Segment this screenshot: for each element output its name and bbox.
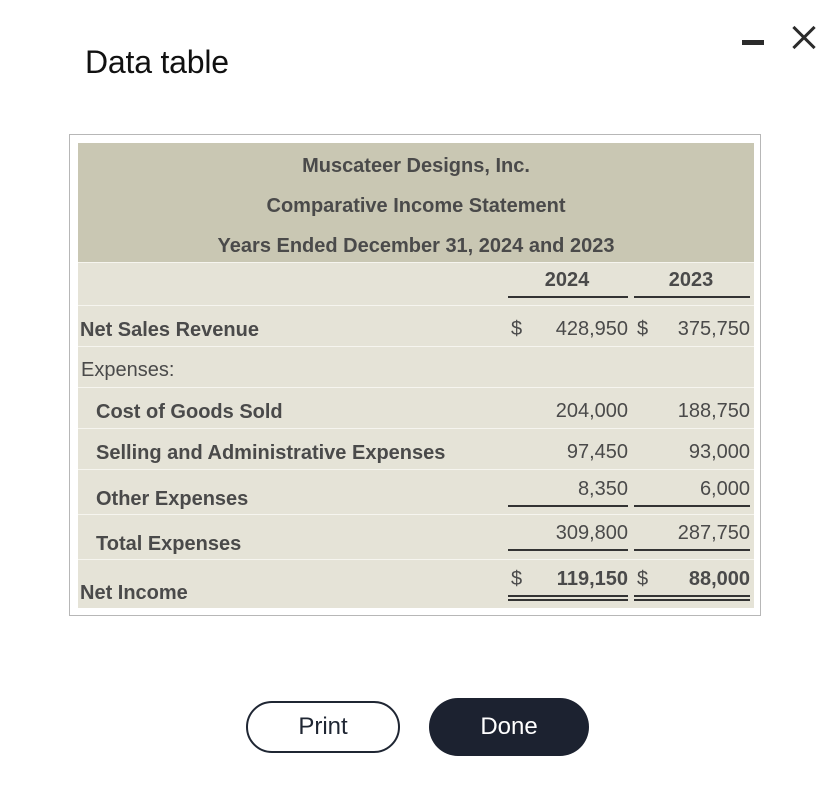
double-underline bbox=[508, 599, 628, 601]
row-divider bbox=[78, 305, 754, 306]
currency-symbol: $ bbox=[511, 568, 523, 590]
row-divider bbox=[78, 387, 754, 388]
cogs-label: Cost of Goods Sold bbox=[96, 401, 283, 423]
row-divider bbox=[78, 559, 754, 560]
cogs-2024: 204,000 bbox=[555, 400, 628, 422]
statement-title: Comparative Income Statement bbox=[266, 195, 566, 217]
sga-label: Selling and Administrative Expenses bbox=[96, 442, 446, 464]
total-expenses-2024: 309,800 bbox=[555, 522, 628, 544]
row-divider bbox=[78, 428, 754, 429]
currency-symbol: $ bbox=[637, 568, 649, 590]
close-button[interactable] bbox=[791, 25, 817, 51]
subtotal-underline bbox=[508, 505, 628, 507]
double-underline bbox=[508, 595, 628, 597]
net-sales-label: Net Sales Revenue bbox=[80, 319, 259, 341]
sga-2024: 97,450 bbox=[566, 441, 628, 463]
net-income-2024: 119,150 bbox=[556, 568, 628, 590]
row-divider bbox=[78, 514, 754, 515]
cogs-2023: 188,750 bbox=[677, 400, 750, 422]
minimize-icon bbox=[742, 40, 764, 45]
print-button[interactable]: Print bbox=[246, 701, 400, 753]
dialog-title: Data table bbox=[85, 44, 229, 80]
currency-symbol: $ bbox=[511, 318, 523, 340]
net-income-label: Net Income bbox=[80, 582, 188, 604]
row-divider bbox=[78, 469, 754, 470]
total-expenses-label: Total Expenses bbox=[96, 533, 242, 555]
subtotal-underline bbox=[634, 505, 750, 507]
other-expenses-2023: 6,000 bbox=[699, 478, 750, 500]
other-expenses-2024: 8,350 bbox=[577, 478, 628, 500]
expenses-header-label: Expenses: bbox=[81, 359, 175, 381]
other-expenses-label: Other Expenses bbox=[96, 488, 249, 510]
row-divider bbox=[78, 262, 754, 263]
company-name: Muscateer Designs, Inc. bbox=[302, 155, 530, 177]
done-button[interactable]: Done bbox=[429, 698, 589, 756]
statement-period: Years Ended December 31, 2024 and 2023 bbox=[217, 235, 615, 257]
minimize-button[interactable] bbox=[742, 37, 766, 47]
total-expenses-2023: 287,750 bbox=[677, 522, 750, 544]
total-underline bbox=[634, 549, 750, 551]
net-sales-2023: 375,750 bbox=[677, 318, 750, 340]
column-header-2023: 2023 bbox=[668, 269, 714, 291]
column-underline bbox=[508, 296, 628, 298]
net-sales-2024: 428,950 bbox=[555, 318, 628, 340]
column-underline bbox=[634, 296, 750, 298]
currency-symbol: $ bbox=[637, 318, 649, 340]
double-underline bbox=[634, 599, 750, 601]
column-header-2024: 2024 bbox=[544, 269, 590, 291]
total-underline bbox=[508, 549, 628, 551]
net-income-2023: 88,000 bbox=[688, 568, 750, 590]
row-divider bbox=[78, 346, 754, 347]
double-underline bbox=[634, 595, 750, 597]
sga-2023: 93,000 bbox=[688, 441, 750, 463]
